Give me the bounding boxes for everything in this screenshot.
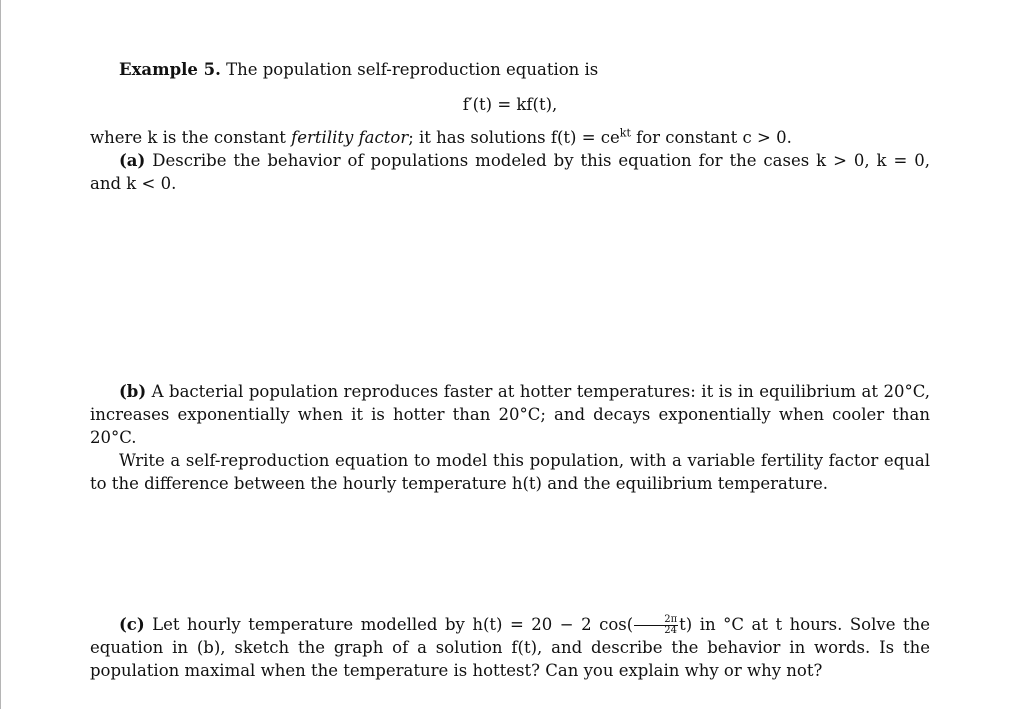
where-text-1: where k is the constant bbox=[90, 128, 286, 147]
where-exponent: kt bbox=[619, 126, 631, 140]
part-c-label: (c) bbox=[119, 615, 145, 634]
part-a-paragraph bbox=[90, 149, 930, 195]
fraction-denominator: 24 bbox=[664, 625, 678, 636]
page-left-border bbox=[0, 0, 1, 709]
fraction-2pi-over-24 bbox=[634, 615, 678, 636]
part-c-text-1: Let hourly temperature modelled by h(t) = 20 − 2 cos( bbox=[152, 615, 634, 634]
part-b-text: A bacterial population reproduces faster at hotter temperatures: it is in equilibrium at 20°C, increases exponentially when it is hotter than 20°C; and decays exponentially when cooler than 20°C. bbox=[90, 382, 930, 447]
part-b-paragraph bbox=[90, 380, 930, 449]
part-a-text: Describe the behavior of populations modeled by this equation for the cases k > 0, k = 0, and k < 0. bbox=[90, 151, 930, 193]
document-page bbox=[90, 58, 930, 682]
where-text-3: for constant c > 0. bbox=[636, 128, 792, 147]
example-intro bbox=[90, 58, 930, 81]
where-text-2: ; it has solutions f(t) = ce bbox=[408, 128, 620, 147]
example-heading: Example 5. bbox=[119, 60, 221, 79]
display-equation: f′(t) = kf(t), bbox=[462, 95, 558, 114]
part-a-label: (a) bbox=[119, 151, 146, 170]
part-b-paragraph-2: Write a self-reproduction equation to model this population, with a variable fertility factor equal to the difference between the hourly temperature h(t) and the equilibrium temperature. bbox=[90, 451, 930, 493]
part-c-text-2: t) in °C at t hours. Solve the equation in (b), sketch the graph of a solution f(t), and describe the behavior in words. Is the population maximal when the temperature is hottest? Can you explain why or why not? bbox=[90, 615, 930, 680]
part-c-paragraph bbox=[90, 613, 930, 682]
example-intro-text: The population self-reproduction equation is bbox=[226, 60, 599, 79]
part-b-label: (b) bbox=[119, 382, 147, 401]
fraction-numerator: 2π bbox=[634, 615, 678, 626]
fertility-term: fertility factor bbox=[291, 128, 409, 147]
example-where-line bbox=[90, 126, 930, 149]
